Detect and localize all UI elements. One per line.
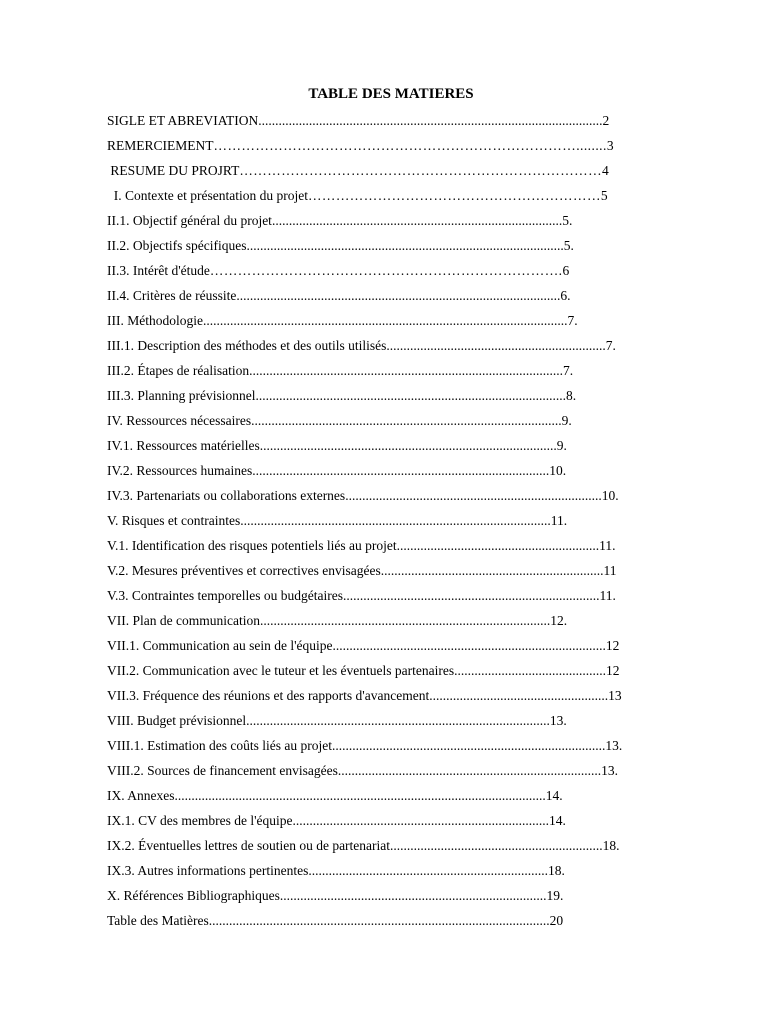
toc-entry[interactable]: [107, 862, 697, 880]
toc-entry[interactable]: [107, 137, 692, 155]
toc-entry[interactable]: [107, 687, 697, 705]
toc-entry-page: 2: [602, 113, 610, 128]
toc-entry-leader: ............................................................................................: [240, 513, 551, 528]
toc-entry-page: 9.: [561, 413, 572, 428]
toc-entry-label: II.2. Objectifs spécifiques: [107, 238, 247, 253]
toc-entry-page: 20: [549, 913, 564, 928]
toc-entry-leader: .............................................: [454, 663, 606, 678]
toc-entry-page: 13: [608, 688, 622, 703]
toc-entry-leader: ............................................................................................: [255, 388, 566, 403]
toc-entry[interactable]: [107, 912, 697, 930]
toc-entry-page: 3: [606, 138, 614, 153]
toc-entry-page: 12: [606, 663, 620, 678]
toc-entry-leader: ............................................................................................: [251, 413, 562, 428]
toc-entry-leader: ...............................................................................: [279, 888, 547, 903]
toc-entry-label: RESUME DU PROJRT: [107, 163, 240, 178]
toc-entry-label: VIII.2. Sources de financement envisagées: [107, 763, 338, 778]
toc-entry[interactable]: [107, 387, 697, 405]
toc-entry-page: 12.: [550, 613, 568, 628]
toc-entry-label: Table des Matières: [107, 913, 209, 928]
toc-entry[interactable]: [107, 612, 697, 630]
toc-entry-leader: ..............................................................................: [337, 763, 602, 778]
toc-entry-label: VIII. Budget prévisionnel: [107, 713, 247, 728]
toc-entry-page: 12: [605, 638, 620, 653]
toc-entry-leader: .................................................................................: [332, 638, 606, 653]
toc-entry[interactable]: [107, 412, 697, 430]
toc-entry[interactable]: [107, 212, 697, 230]
toc-entry[interactable]: [107, 562, 697, 580]
toc-entry-leader: ..............................................................................................: [246, 238, 564, 253]
toc-entry[interactable]: [107, 437, 697, 455]
toc-entry-label: V.3. Contraintes temporelles ou budgétaires: [107, 588, 343, 603]
toc-entry[interactable]: [107, 812, 697, 830]
toc-entry-label: II.4. Critères de réussite: [107, 288, 237, 303]
toc-entry-leader: ............................................................................: [292, 813, 550, 828]
toc-entry-leader: ......................................................................................: [271, 213, 563, 228]
toc-entry[interactable]: [107, 737, 697, 755]
toc-entry-label: X. Références Bibliographiques: [107, 888, 280, 903]
toc-entry[interactable]: [107, 262, 647, 280]
toc-entry-page: 18.: [602, 838, 620, 853]
toc-entry-leader: ..................................................................: [380, 563, 604, 578]
toc-entry-label: VIII.1. Estimation des coûts liés au projet: [107, 738, 332, 753]
toc-entry-label: VII. Plan de communication: [107, 613, 260, 628]
toc-entry-leader: ...............................................................: [390, 838, 603, 853]
toc-entry[interactable]: [107, 512, 697, 530]
toc-entry[interactable]: [107, 312, 697, 330]
toc-entry-leader: .................................................................: [386, 338, 606, 353]
toc-entry-label: REMERCIEMENT: [107, 138, 214, 153]
toc-entry-label: VII.3. Fréquence des réunions et des rapports d'avancement: [107, 688, 430, 703]
toc-entry-page: 11: [603, 563, 617, 578]
toc-entry-page: 5: [600, 188, 608, 203]
toc-entry-leader: ................................................................................................: [236, 288, 561, 303]
toc-entry-page: 13.: [605, 738, 623, 753]
toc-entry-label: IV.3. Partenariats ou collaborations externes: [107, 488, 346, 503]
toc-entry-leader: ........................................................................................: [252, 463, 550, 478]
toc-entry-page: 18.: [547, 863, 565, 878]
toc-entry-leader: .............................................................................................: [249, 363, 563, 378]
toc-entry-page: 11.: [599, 588, 616, 603]
toc-entry[interactable]: [107, 787, 697, 805]
toc-entry-page: 7.: [567, 313, 578, 328]
toc-entry-page: 14.: [545, 788, 563, 803]
toc-entry-leader: ........................................................................................: [259, 438, 557, 453]
toc-entry-label: IV. Ressources nécessaires: [107, 413, 252, 428]
toc-entry-page: 11.: [550, 513, 568, 528]
toc-entry-label: III.1. Description des méthodes et des outils utilisés: [107, 338, 387, 353]
toc-entry[interactable]: [107, 637, 697, 655]
toc-entry-page: 5.: [563, 238, 574, 253]
toc-entry-label: IX.3. Autres informations pertinentes: [107, 863, 309, 878]
toc-entry-label: II.3. Intérêt d'étude: [107, 263, 210, 278]
toc-entry-label: III.3. Planning prévisionnel: [107, 388, 256, 403]
toc-entry-page: 13.: [549, 713, 567, 728]
toc-entry-leader: .....................................................: [429, 688, 609, 703]
toc-entry-page: 19.: [546, 888, 564, 903]
toc-entry-leader: ............................................................................................................: [202, 313, 568, 328]
toc-entry-leader: ..........................................................................................: [246, 713, 550, 728]
toc-entry-label: IX.1. CV des membres de l'équipe: [107, 813, 293, 828]
toc-entry[interactable]: [107, 237, 697, 255]
toc-entry[interactable]: [107, 337, 697, 355]
toc-entry-leader: ……………………………………………………………………: [239, 163, 603, 178]
toc-entry-page: 10.: [601, 488, 619, 503]
toc-entry-page: 11.: [599, 538, 616, 553]
toc-entry-label: III. Méthodologie: [107, 313, 203, 328]
toc-entry-page: 7.: [562, 363, 574, 378]
toc-entry-label: IX. Annexes: [107, 788, 175, 803]
toc-entry-leader: ......................................................................................................: [258, 113, 603, 128]
toc-entry-label: III.2. Étapes de réalisation: [107, 363, 250, 378]
toc-entry[interactable]: [107, 587, 695, 605]
toc-entry-leader: .....................................................................................................: [208, 913, 550, 928]
toc-entry-label: II.1. Objectif général du projet: [107, 213, 272, 228]
toc-entry-page: 9.: [556, 438, 567, 453]
toc-entry[interactable]: [107, 762, 697, 780]
toc-entry-label: IV.2. Ressources humaines: [107, 463, 253, 478]
toc-entry-leader: ..............................................................................................................: [174, 788, 546, 803]
toc-entry-page: 10.: [549, 463, 567, 478]
toc-entry[interactable]: [107, 112, 697, 130]
toc-entry-leader: ………………………………………………………: [307, 188, 601, 203]
toc-entry-leader: ............................................................................: [345, 488, 602, 503]
toc-entry-leader: ............................................................................: [342, 588, 600, 603]
toc-entry-page: 13.: [601, 763, 619, 778]
toc-entry-page: 8.: [565, 388, 577, 403]
toc-entry-label: VII.1. Communication au sein de l'équipe: [107, 638, 333, 653]
toc-entry-leader: ……………………………………………………………………........: [213, 138, 607, 153]
toc-entry[interactable]: [107, 462, 697, 480]
toc-entry-page: 7.: [605, 338, 616, 353]
toc-entry-leader: .................................................................................: [331, 738, 606, 753]
toc-entry[interactable]: [107, 162, 673, 180]
toc-entry[interactable]: [107, 187, 672, 205]
toc-entry[interactable]: [107, 287, 697, 305]
toc-entry-label: VII.2. Communication avec le tuteur et les éventuels partenaires: [107, 663, 455, 678]
toc-entry[interactable]: [107, 887, 697, 905]
toc-entry-label: V. Risques et contraintes: [107, 513, 241, 528]
toc-entry-page: 6.: [560, 288, 571, 303]
toc-entry-label: IX.2. Éventuelles lettres de soutien ou de partenariat: [107, 838, 391, 853]
toc-entry[interactable]: [107, 362, 697, 380]
toc-entry-leader: ………………………………………………………………….: [209, 263, 563, 278]
toc-entry[interactable]: [107, 712, 697, 730]
toc-entry-label: IV.1. Ressources matérielles: [107, 438, 260, 453]
toc-entry-page: 4: [602, 163, 609, 178]
toc-entry-label: I. Contexte et présentation du projet: [107, 188, 308, 203]
toc-entry-leader: ............................................................: [396, 538, 600, 553]
toc-entry-label: V.2. Mesures préventives et correctives envisagées: [107, 563, 381, 578]
toc-entry[interactable]: [107, 662, 697, 680]
toc-entry-label: V.1. Identification des risques potentiels liés au projet: [107, 538, 397, 553]
toc-entry[interactable]: [107, 537, 697, 555]
toc-entry[interactable]: [107, 837, 697, 855]
toc-entry[interactable]: [107, 487, 697, 505]
toc-title: TABLE DES MATIERES: [308, 86, 474, 102]
toc-entry-leader: ......................................................................................: [259, 613, 551, 628]
toc-entry-page: 14.: [549, 813, 566, 828]
toc-entry-page: 5.: [562, 213, 573, 228]
toc-entry-page: 6: [562, 263, 570, 278]
toc-entry-leader: .......................................................................: [308, 863, 548, 878]
toc-entry-label: SIGLE ET ABREVIATION: [107, 113, 259, 128]
